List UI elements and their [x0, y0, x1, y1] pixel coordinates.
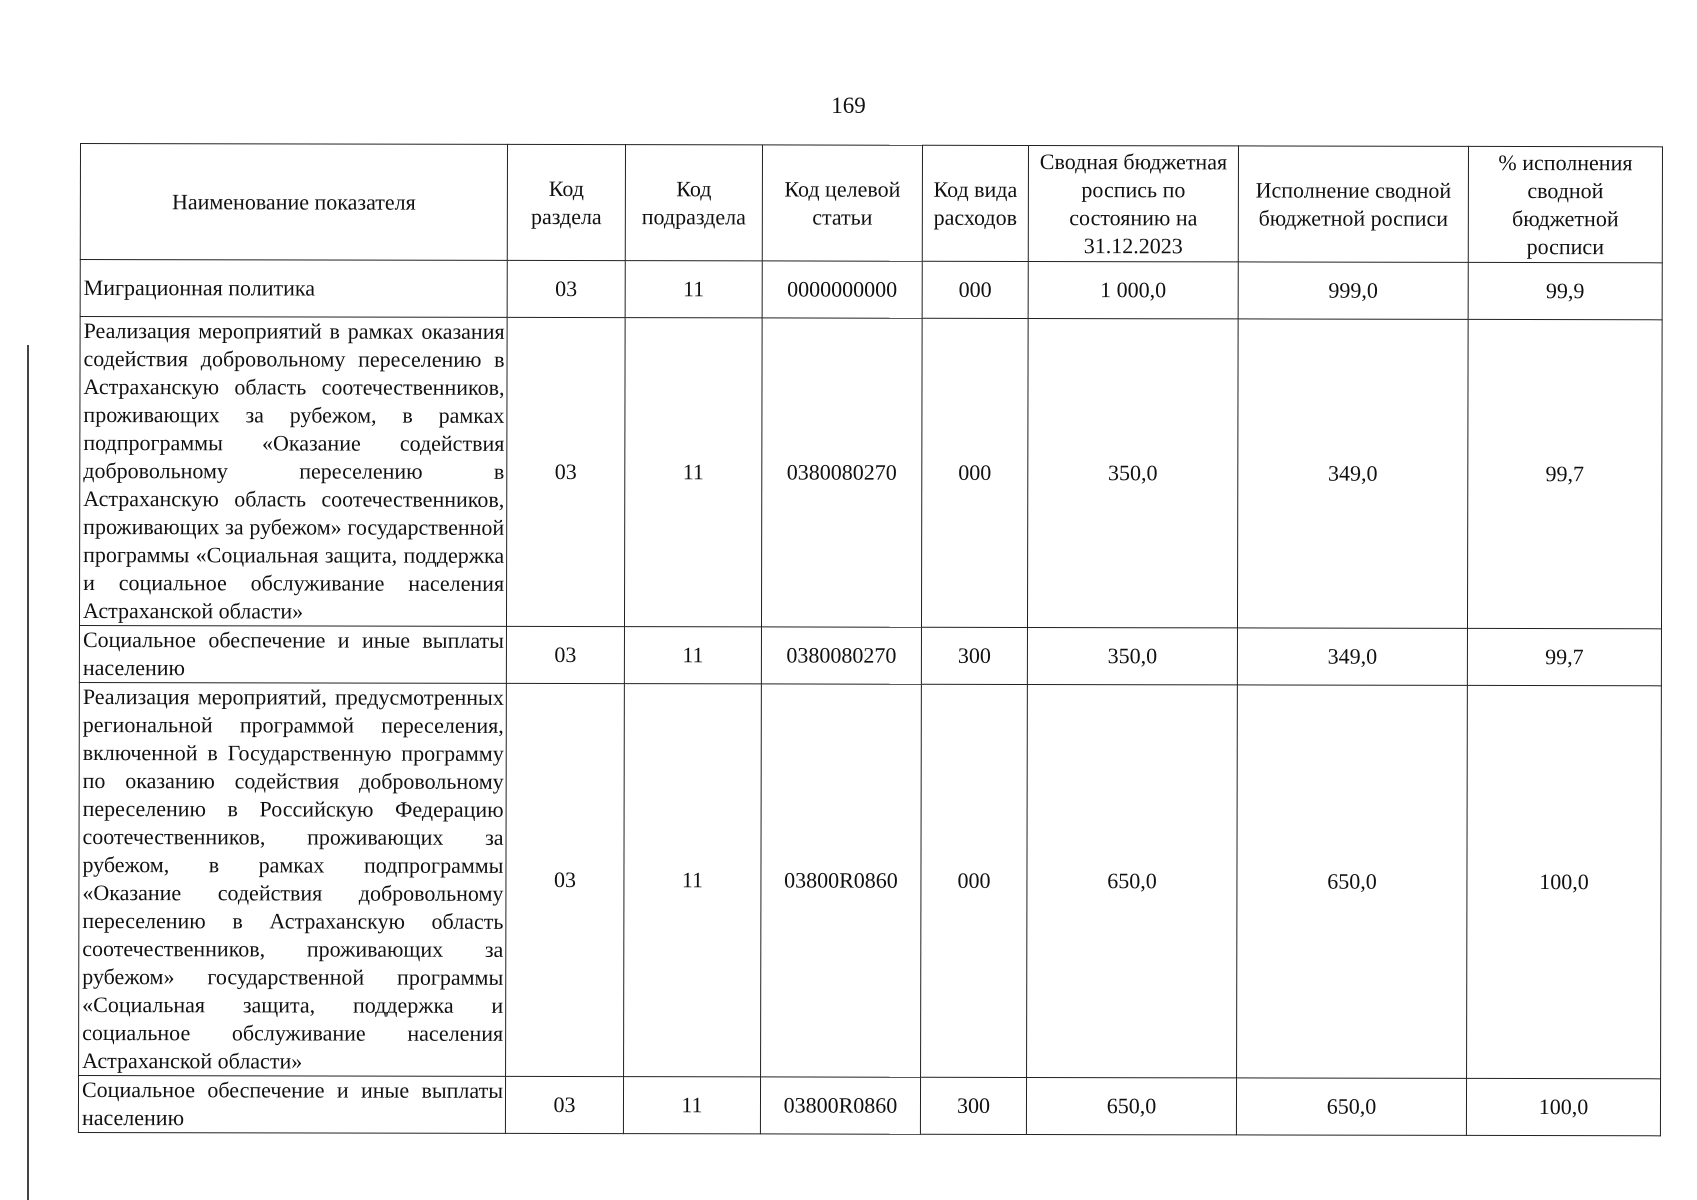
header-percent: % исполнения сводной бюджетной росписи: [1468, 146, 1662, 262]
row-expense-type: 000: [921, 684, 1028, 1077]
row-executed: 650,0: [1237, 685, 1468, 1078]
row-expense-type: 300: [920, 1077, 1026, 1134]
table-row: [79, 682, 1662, 1078]
row-section: 03: [506, 683, 625, 1076]
row-percent: 99,7: [1467, 628, 1661, 685]
row-planned: 1 000,0: [1028, 261, 1238, 318]
table-header-row: [80, 144, 1662, 263]
row-name: Социальное обеспечение и иные выплаты населению: [79, 626, 506, 684]
table-row: [79, 317, 1662, 629]
row-executed: 349,0: [1237, 319, 1468, 628]
budget-execution-table: [78, 143, 1663, 1136]
header-planned: Сводная бюджетная роспись по состоянию на 31.12.2023: [1028, 145, 1238, 261]
row-executed: 650,0: [1236, 1078, 1466, 1135]
row-expense-type: 000: [921, 318, 1028, 627]
row-target: 03800R0860: [760, 1077, 920, 1134]
header-section-code: Код раздела: [507, 144, 625, 260]
row-section: 03: [507, 260, 625, 317]
row-target: 0380080270: [761, 627, 921, 684]
row-planned: 650,0: [1027, 684, 1238, 1077]
table-row: [79, 626, 1661, 686]
row-subsection: 11: [624, 684, 762, 1077]
header-name: Наименование показателя: [80, 144, 507, 261]
row-expense-type: 300: [921, 627, 1027, 684]
row-subsection: 11: [625, 261, 762, 318]
row-subsection: 11: [624, 318, 762, 627]
row-planned: 350,0: [1027, 318, 1238, 627]
row-planned: 350,0: [1027, 627, 1237, 684]
scan-edge-line: [27, 345, 29, 1200]
row-expense-type: 000: [922, 261, 1028, 318]
page-number: 169: [831, 93, 866, 118]
row-name: Реализация мероприятий в рамках оказания содействия добровольному переселению в Астраханскую область соотечественников, проживающих за рубежом, в рамках подпрограммы «Оказание содействия добровольному переселению в Астраханскую область соотечественников, проживающих за рубежом» государственной программы «Социальная защита, поддержка и социальное обслуживание населения Астраханской области»: [79, 317, 507, 627]
header-subsection-code: Код подраздела: [625, 145, 762, 261]
row-percent: 99,9: [1468, 262, 1662, 319]
row-executed: 999,0: [1238, 262, 1468, 319]
row-target: 0380080270: [761, 318, 922, 627]
row-target: 03800R0860: [761, 684, 922, 1077]
row-executed: 349,0: [1237, 628, 1467, 685]
row-name: Реализация мероприятий, предусмотренных региональной программой переселения, включенной в Государственную программу по оказанию содействия добровольному переселению в Российскую Федерацию соотечественников, проживающих за рубежом, в рамках подпрограммы «Оказание содействия добровольному переселению в Астраханскую область соотечественников, проживающих за рубежом» государственной программы «Социальная защита, поддержка и социальное обслуживание населения Астраханской области»: [79, 682, 507, 1076]
table-row: [80, 260, 1662, 320]
table-row: [78, 1075, 1660, 1135]
row-section: 03: [506, 626, 624, 683]
row-subsection: 11: [624, 627, 761, 684]
row-section: 03: [505, 1076, 623, 1133]
row-name: Миграционная политика: [80, 260, 507, 318]
header-expense-type-code: Код вида расходов: [922, 145, 1028, 261]
row-target: 0000000000: [762, 261, 922, 318]
row-percent: 100,0: [1466, 1078, 1660, 1135]
row-name: Социальное обеспечение и иные выплаты населению: [78, 1075, 505, 1133]
row-subsection: 11: [623, 1077, 760, 1134]
row-percent: 99,7: [1467, 319, 1662, 628]
row-section: 03: [506, 317, 625, 626]
row-percent: 100,0: [1467, 685, 1662, 1078]
header-target-code: Код целевой статьи: [762, 145, 922, 261]
row-planned: 650,0: [1026, 1077, 1236, 1134]
header-executed: Исполнение сводной бюджетной росписи: [1238, 146, 1468, 262]
